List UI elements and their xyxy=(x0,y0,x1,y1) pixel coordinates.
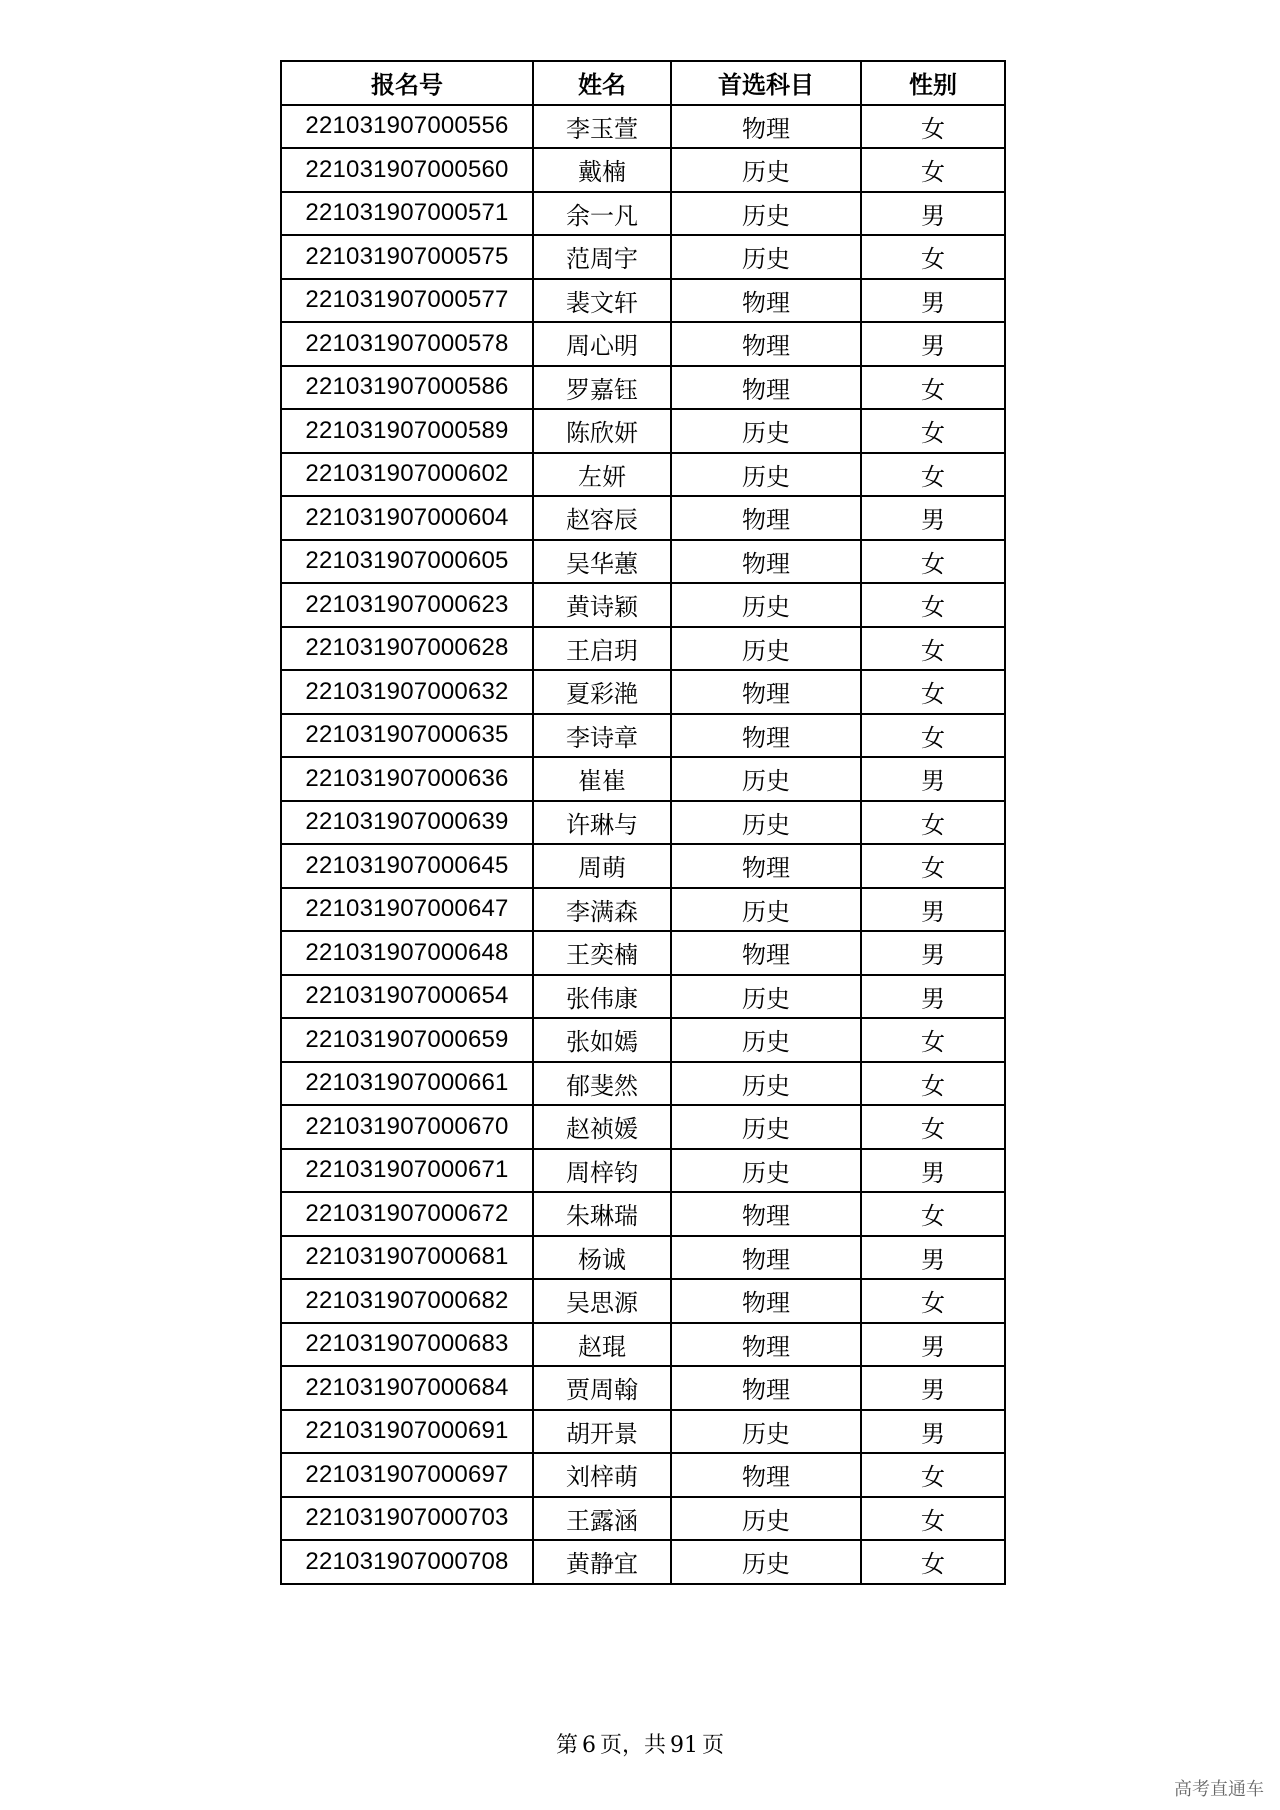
cell-registration-number: 221031907000635 xyxy=(281,714,533,758)
table-row xyxy=(281,1105,1005,1149)
cell-name: 张伟康 xyxy=(533,975,671,1019)
cell-name: 黄诗颖 xyxy=(533,583,671,627)
cell-name: 张如嫣 xyxy=(533,1018,671,1062)
cell-registration-number: 221031907000681 xyxy=(281,1236,533,1280)
cell-gender: 男 xyxy=(861,1410,1005,1454)
cell-name: 许琳与 xyxy=(533,801,671,845)
table-row xyxy=(281,1279,1005,1323)
cell-registration-number: 221031907000647 xyxy=(281,888,533,932)
cell-registration-number: 221031907000604 xyxy=(281,496,533,540)
cell-primary-subject: 历史 xyxy=(671,235,861,279)
table-row xyxy=(281,888,1005,932)
cell-registration-number: 221031907000586 xyxy=(281,366,533,410)
cell-gender: 女 xyxy=(861,105,1005,149)
cell-registration-number: 221031907000645 xyxy=(281,844,533,888)
cell-registration-number: 221031907000672 xyxy=(281,1192,533,1236)
cell-name: 王露涵 xyxy=(533,1497,671,1541)
table-row xyxy=(281,1410,1005,1454)
cell-registration-number: 221031907000632 xyxy=(281,670,533,714)
cell-gender: 女 xyxy=(861,148,1005,192)
cell-gender: 男 xyxy=(861,1323,1005,1367)
cell-registration-number: 221031907000636 xyxy=(281,757,533,801)
table-row xyxy=(281,1366,1005,1410)
cell-name: 赵祯媛 xyxy=(533,1105,671,1149)
table-row xyxy=(281,975,1005,1019)
cell-gender: 女 xyxy=(861,1018,1005,1062)
table-row xyxy=(281,453,1005,497)
cell-primary-subject: 历史 xyxy=(671,975,861,1019)
cell-primary-subject: 物理 xyxy=(671,931,861,975)
cell-registration-number: 221031907000578 xyxy=(281,322,533,366)
cell-primary-subject: 历史 xyxy=(671,1540,861,1584)
table-row xyxy=(281,1540,1005,1584)
table-row xyxy=(281,279,1005,323)
cell-name: 左妍 xyxy=(533,453,671,497)
cell-registration-number: 221031907000703 xyxy=(281,1497,533,1541)
table-row xyxy=(281,627,1005,671)
cell-gender: 女 xyxy=(861,670,1005,714)
cell-gender: 男 xyxy=(861,975,1005,1019)
cell-gender: 男 xyxy=(861,496,1005,540)
cell-primary-subject: 历史 xyxy=(671,627,861,671)
cell-name: 周心明 xyxy=(533,322,671,366)
cell-gender: 女 xyxy=(861,1105,1005,1149)
cell-registration-number: 221031907000577 xyxy=(281,279,533,323)
footer-current-page: 6 xyxy=(581,1733,596,1758)
cell-name: 王奕楠 xyxy=(533,931,671,975)
cell-registration-number: 221031907000589 xyxy=(281,409,533,453)
cell-name: 胡开景 xyxy=(533,1410,671,1454)
cell-gender: 女 xyxy=(861,540,1005,584)
table-header xyxy=(281,61,1005,105)
cell-name: 范周宇 xyxy=(533,235,671,279)
cell-registration-number: 221031907000602 xyxy=(281,453,533,497)
footer-page-suffix: 页，共 xyxy=(599,1733,666,1758)
cell-registration-number: 221031907000659 xyxy=(281,1018,533,1062)
cell-registration-number: 221031907000671 xyxy=(281,1149,533,1193)
cell-primary-subject: 物理 xyxy=(671,1192,861,1236)
header-name: 姓名 xyxy=(533,61,671,105)
cell-name: 杨诚 xyxy=(533,1236,671,1280)
cell-registration-number: 221031907000571 xyxy=(281,192,533,236)
cell-registration-number: 221031907000605 xyxy=(281,540,533,584)
cell-name: 陈欣妍 xyxy=(533,409,671,453)
cell-primary-subject: 历史 xyxy=(671,583,861,627)
table-row xyxy=(281,1453,1005,1497)
table-row xyxy=(281,1062,1005,1106)
table-row xyxy=(281,931,1005,975)
cell-name: 罗嘉钰 xyxy=(533,366,671,410)
cell-registration-number: 221031907000654 xyxy=(281,975,533,1019)
table-row xyxy=(281,322,1005,366)
cell-name: 黄静宜 xyxy=(533,1540,671,1584)
cell-gender: 女 xyxy=(861,627,1005,671)
cell-gender: 男 xyxy=(861,279,1005,323)
table-row xyxy=(281,496,1005,540)
cell-primary-subject: 物理 xyxy=(671,714,861,758)
table-row xyxy=(281,409,1005,453)
cell-gender: 女 xyxy=(861,409,1005,453)
cell-registration-number: 221031907000682 xyxy=(281,1279,533,1323)
cell-primary-subject: 物理 xyxy=(671,366,861,410)
cell-name: 夏彩滟 xyxy=(533,670,671,714)
cell-registration-number: 221031907000628 xyxy=(281,627,533,671)
cell-gender: 男 xyxy=(861,1236,1005,1280)
cell-primary-subject: 物理 xyxy=(671,540,861,584)
cell-name: 李玉萱 xyxy=(533,105,671,149)
cell-name: 周梓钧 xyxy=(533,1149,671,1193)
cell-gender: 男 xyxy=(861,888,1005,932)
table-body xyxy=(281,105,1005,1584)
cell-registration-number: 221031907000575 xyxy=(281,235,533,279)
cell-name: 吴思源 xyxy=(533,1279,671,1323)
cell-name: 戴楠 xyxy=(533,148,671,192)
table-row xyxy=(281,714,1005,758)
cell-registration-number: 221031907000639 xyxy=(281,801,533,845)
cell-gender: 女 xyxy=(861,1192,1005,1236)
cell-name: 王启玥 xyxy=(533,627,671,671)
table-row xyxy=(281,670,1005,714)
table-row xyxy=(281,583,1005,627)
cell-name: 裴文轩 xyxy=(533,279,671,323)
table-row xyxy=(281,1497,1005,1541)
cell-gender: 女 xyxy=(861,1540,1005,1584)
cell-registration-number: 221031907000648 xyxy=(281,931,533,975)
cell-primary-subject: 物理 xyxy=(671,1236,861,1280)
cell-gender: 女 xyxy=(861,1062,1005,1106)
cell-gender: 男 xyxy=(861,192,1005,236)
header-primary-subject: 首选科目 xyxy=(671,61,861,105)
cell-primary-subject: 物理 xyxy=(671,105,861,149)
table-row xyxy=(281,540,1005,584)
cell-primary-subject: 历史 xyxy=(671,1062,861,1106)
page-footer xyxy=(0,1728,1280,1759)
cell-gender: 男 xyxy=(861,1149,1005,1193)
cell-registration-number: 221031907000623 xyxy=(281,583,533,627)
cell-primary-subject: 历史 xyxy=(671,1410,861,1454)
cell-primary-subject: 历史 xyxy=(671,1105,861,1149)
header-gender: 性别 xyxy=(861,61,1005,105)
cell-gender: 女 xyxy=(861,714,1005,758)
cell-primary-subject: 历史 xyxy=(671,888,861,932)
cell-name: 赵琨 xyxy=(533,1323,671,1367)
cell-primary-subject: 历史 xyxy=(671,801,861,845)
cell-name: 周萌 xyxy=(533,844,671,888)
watermark-logo-text: 高考直通车 xyxy=(1174,1779,1264,1800)
cell-registration-number: 221031907000691 xyxy=(281,1410,533,1454)
cell-primary-subject: 历史 xyxy=(671,1497,861,1541)
cell-primary-subject: 历史 xyxy=(671,453,861,497)
table-row xyxy=(281,192,1005,236)
cell-primary-subject: 物理 xyxy=(671,496,861,540)
cell-gender: 女 xyxy=(861,844,1005,888)
cell-primary-subject: 物理 xyxy=(671,1366,861,1410)
cell-registration-number: 221031907000708 xyxy=(281,1540,533,1584)
table-row xyxy=(281,105,1005,149)
table-row xyxy=(281,366,1005,410)
cell-primary-subject: 历史 xyxy=(671,192,861,236)
cell-gender: 女 xyxy=(861,801,1005,845)
cell-name: 吴华蕙 xyxy=(533,540,671,584)
table-row xyxy=(281,801,1005,845)
table-row xyxy=(281,148,1005,192)
cell-gender: 女 xyxy=(861,1453,1005,1497)
cell-primary-subject: 物理 xyxy=(671,322,861,366)
table-row xyxy=(281,1236,1005,1280)
student-roster-table xyxy=(280,60,1006,1585)
cell-name: 贾周翰 xyxy=(533,1366,671,1410)
header-registration-number: 报名号 xyxy=(281,61,533,105)
cell-primary-subject: 物理 xyxy=(671,279,861,323)
cell-gender: 男 xyxy=(861,322,1005,366)
cell-gender: 女 xyxy=(861,1497,1005,1541)
cell-gender: 男 xyxy=(861,757,1005,801)
cell-primary-subject: 历史 xyxy=(671,409,861,453)
footer-total-pages: 91 xyxy=(670,1733,698,1758)
cell-name: 余一凡 xyxy=(533,192,671,236)
cell-primary-subject: 历史 xyxy=(671,1018,861,1062)
table-row xyxy=(281,1323,1005,1367)
cell-gender: 男 xyxy=(861,931,1005,975)
cell-registration-number: 221031907000683 xyxy=(281,1323,533,1367)
cell-name: 刘梓萌 xyxy=(533,1453,671,1497)
table-row xyxy=(281,1149,1005,1193)
cell-registration-number: 221031907000670 xyxy=(281,1105,533,1149)
cell-primary-subject: 物理 xyxy=(671,1279,861,1323)
cell-primary-subject: 物理 xyxy=(671,670,861,714)
cell-gender: 女 xyxy=(861,1279,1005,1323)
table-row xyxy=(281,1018,1005,1062)
cell-gender: 女 xyxy=(861,583,1005,627)
cell-gender: 女 xyxy=(861,453,1005,497)
cell-name: 李满森 xyxy=(533,888,671,932)
cell-registration-number: 221031907000560 xyxy=(281,148,533,192)
cell-registration-number: 221031907000684 xyxy=(281,1366,533,1410)
table-row xyxy=(281,844,1005,888)
table-row xyxy=(281,1192,1005,1236)
cell-registration-number: 221031907000697 xyxy=(281,1453,533,1497)
cell-primary-subject: 历史 xyxy=(671,757,861,801)
cell-primary-subject: 历史 xyxy=(671,1149,861,1193)
cell-gender: 女 xyxy=(861,366,1005,410)
cell-registration-number: 221031907000556 xyxy=(281,105,533,149)
cell-gender: 女 xyxy=(861,235,1005,279)
cell-name: 赵容辰 xyxy=(533,496,671,540)
header-row xyxy=(281,61,1005,105)
cell-primary-subject: 历史 xyxy=(671,148,861,192)
footer-total-suffix: 页 xyxy=(702,1733,725,1758)
cell-name: 李诗章 xyxy=(533,714,671,758)
cell-primary-subject: 物理 xyxy=(671,1323,861,1367)
cell-name: 崔崔 xyxy=(533,757,671,801)
cell-primary-subject: 物理 xyxy=(671,844,861,888)
cell-primary-subject: 物理 xyxy=(671,1453,861,1497)
table-row xyxy=(281,235,1005,279)
table-row xyxy=(281,757,1005,801)
footer-page-prefix: 第 xyxy=(555,1733,578,1758)
cell-registration-number: 221031907000661 xyxy=(281,1062,533,1106)
cell-gender: 男 xyxy=(861,1366,1005,1410)
cell-name: 朱琳瑞 xyxy=(533,1192,671,1236)
cell-name: 郁斐然 xyxy=(533,1062,671,1106)
